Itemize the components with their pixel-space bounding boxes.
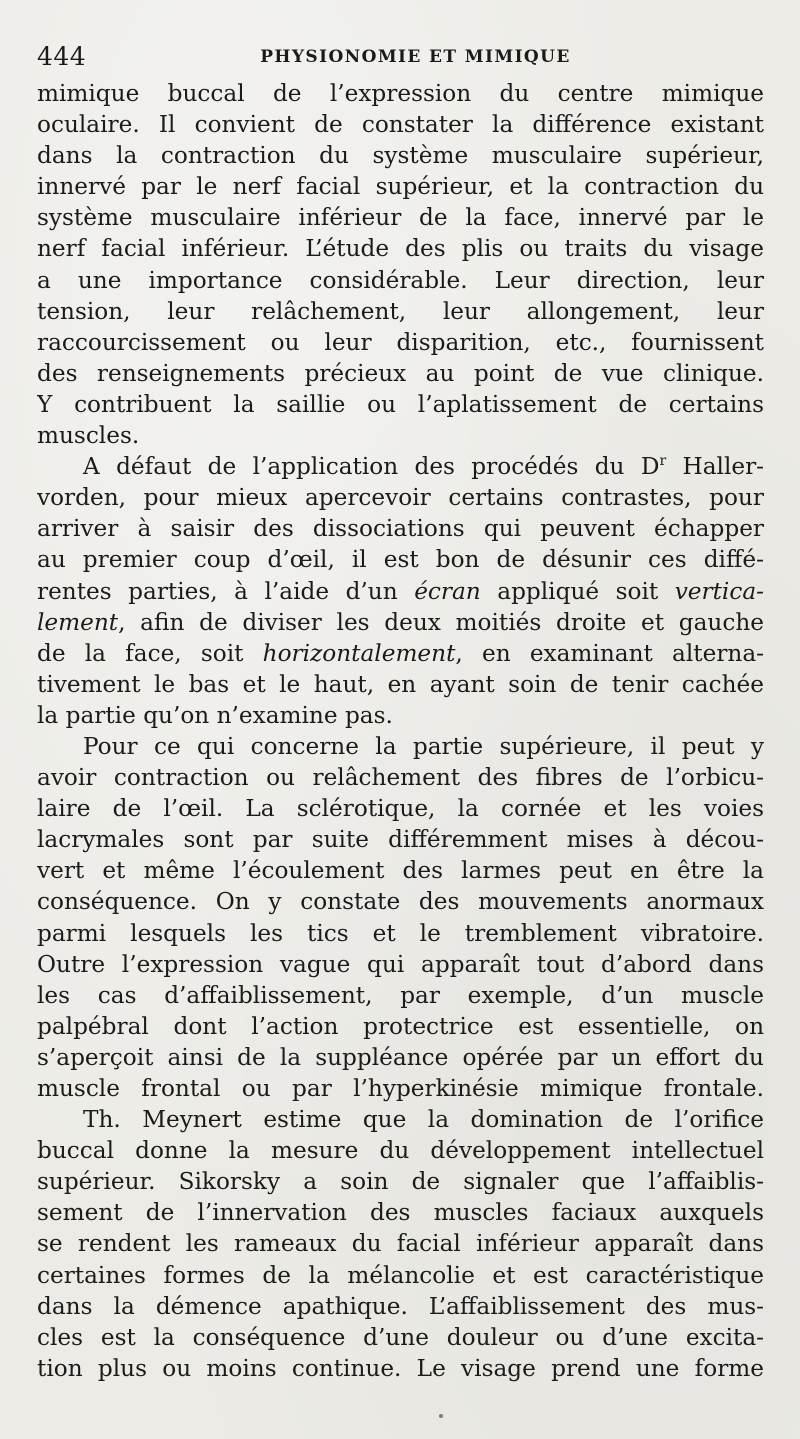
text-line: raccourcissement ou leur disparition, etc., fournissent: [37, 328, 764, 356]
text-line: dans la contraction du système musculaire supérieur,: [37, 142, 764, 170]
text-line: parmi lesquels les tics et le tremblement vibratoire.: [37, 919, 764, 947]
italic-run: vertica-: [674, 577, 764, 605]
italic-run: lement: [37, 608, 119, 636]
text-run: , afin de diviser les deux moitiés droite et gauche: [118, 608, 764, 636]
text-line: muscles.: [37, 422, 140, 450]
text-line: palpébral dont l’action protectrice est essentielle, on: [37, 1012, 764, 1040]
text-line: sement de l’innervation des muscles faciaux auxquels: [37, 1199, 764, 1227]
running-head: [37, 42, 764, 72]
body-text: [37, 78, 764, 1384]
text-line: des renseignements précieux au point de vue clinique.: [37, 359, 764, 387]
text-line: [37, 576, 764, 607]
text-line: conséquence. On y constate des mouvements anormaux: [37, 888, 764, 916]
text-line: tension, leur relâchement, leur allongement, leur: [37, 297, 764, 325]
text-run: , en examinant alterna-: [455, 639, 764, 667]
text-line: Pour ce qui concerne la partie supérieure, il peut y: [83, 732, 764, 760]
text-run: de la face, soit: [37, 639, 263, 667]
text-line: buccal donne la mesure du développement intellectuel: [37, 1137, 764, 1165]
text-line: certaines formes de la mélancolie et est caractéristique: [37, 1261, 764, 1289]
text-line: tion plus ou moins continue. Le visage prend une forme: [37, 1354, 764, 1382]
text-line: supérieur. Sikorsky a soin de signaler que l’affaiblis-: [37, 1168, 764, 1196]
page-number: 444: [37, 42, 87, 71]
italic-run: horizontalement: [262, 639, 456, 667]
italic-run: écran: [414, 577, 481, 605]
text-line: se rendent les rameaux du facial inférieur apparaît dans: [37, 1230, 764, 1258]
text-line: laire de l’œil. La sclérotique, la cornée et les voies: [37, 795, 764, 823]
text-line: arriver à saisir des dissociations qui peuvent échapper: [37, 515, 764, 543]
text-run: appliqué soit: [480, 577, 675, 605]
text-line: a une importance considérable. Leur direction, leur: [37, 266, 764, 294]
text-line: cles est la conséquence d’une douleur ou d’une excita-: [37, 1323, 764, 1351]
text-line: [37, 607, 764, 638]
text-line: avoir contraction ou relâchement des fibres de l’orbicu-: [37, 764, 764, 792]
text-line: muscle frontal ou par l’hyperkinésie mimique frontale.: [37, 1075, 764, 1102]
text-line: système musculaire inférieur de la face, innervé par le: [37, 204, 764, 232]
text-line: la partie qu’on n’examine pas.: [37, 701, 393, 729]
text-line: au premier coup d’œil, il est bon de désunir ces diffé-: [37, 546, 764, 574]
print-speck: [439, 1414, 443, 1418]
text-line: dans la démence apathique. L’affaiblissement des mus-: [37, 1292, 764, 1320]
superscript-run: r: [659, 453, 667, 470]
text-line: s’aperçoit ainsi de la suppléance opérée par un effort du: [37, 1043, 764, 1071]
text-line: oculaire. Il convient de constater la différence existant: [37, 111, 764, 139]
text-run: A défaut de l’application des procédés du D: [83, 453, 660, 481]
text-line: les cas d’affaiblissement, par exemple, d’un muscle: [37, 981, 764, 1009]
text-line: Y contribuent la saillie ou l’aplatissement de certains: [37, 390, 764, 418]
text-line: nerf facial inférieur. L’étude des plis ou traits du visage: [37, 235, 764, 263]
text-line: vorden, pour mieux apercevoir certains contrastes, pour: [37, 484, 764, 512]
text-run: rentes parties, à l’aide d’un: [37, 577, 415, 605]
text-line: innervé par le nerf facial supérieur, et la contraction du: [37, 173, 764, 201]
text-line: [37, 638, 764, 669]
text-line: [37, 451, 764, 482]
running-title: PHYSIONOMIE ET MIMIQUE: [260, 47, 571, 67]
text-line: lacrymales sont par suite différemment mises à décou-: [37, 826, 764, 854]
text-run: Haller-: [666, 453, 764, 481]
text-line: Outre l’expression vague qui apparaît tout d’abord dans: [37, 950, 764, 978]
text-line: Th. Meynert estime que la domination de l’orifice: [83, 1106, 764, 1134]
text-line: vert et même l’écoulement des larmes peut en être la: [37, 857, 764, 885]
text-line: tivement le bas et le haut, en ayant soin de tenir cachée: [37, 670, 764, 698]
text-line: mimique buccal de l’expression du centre mimique: [37, 80, 764, 107]
